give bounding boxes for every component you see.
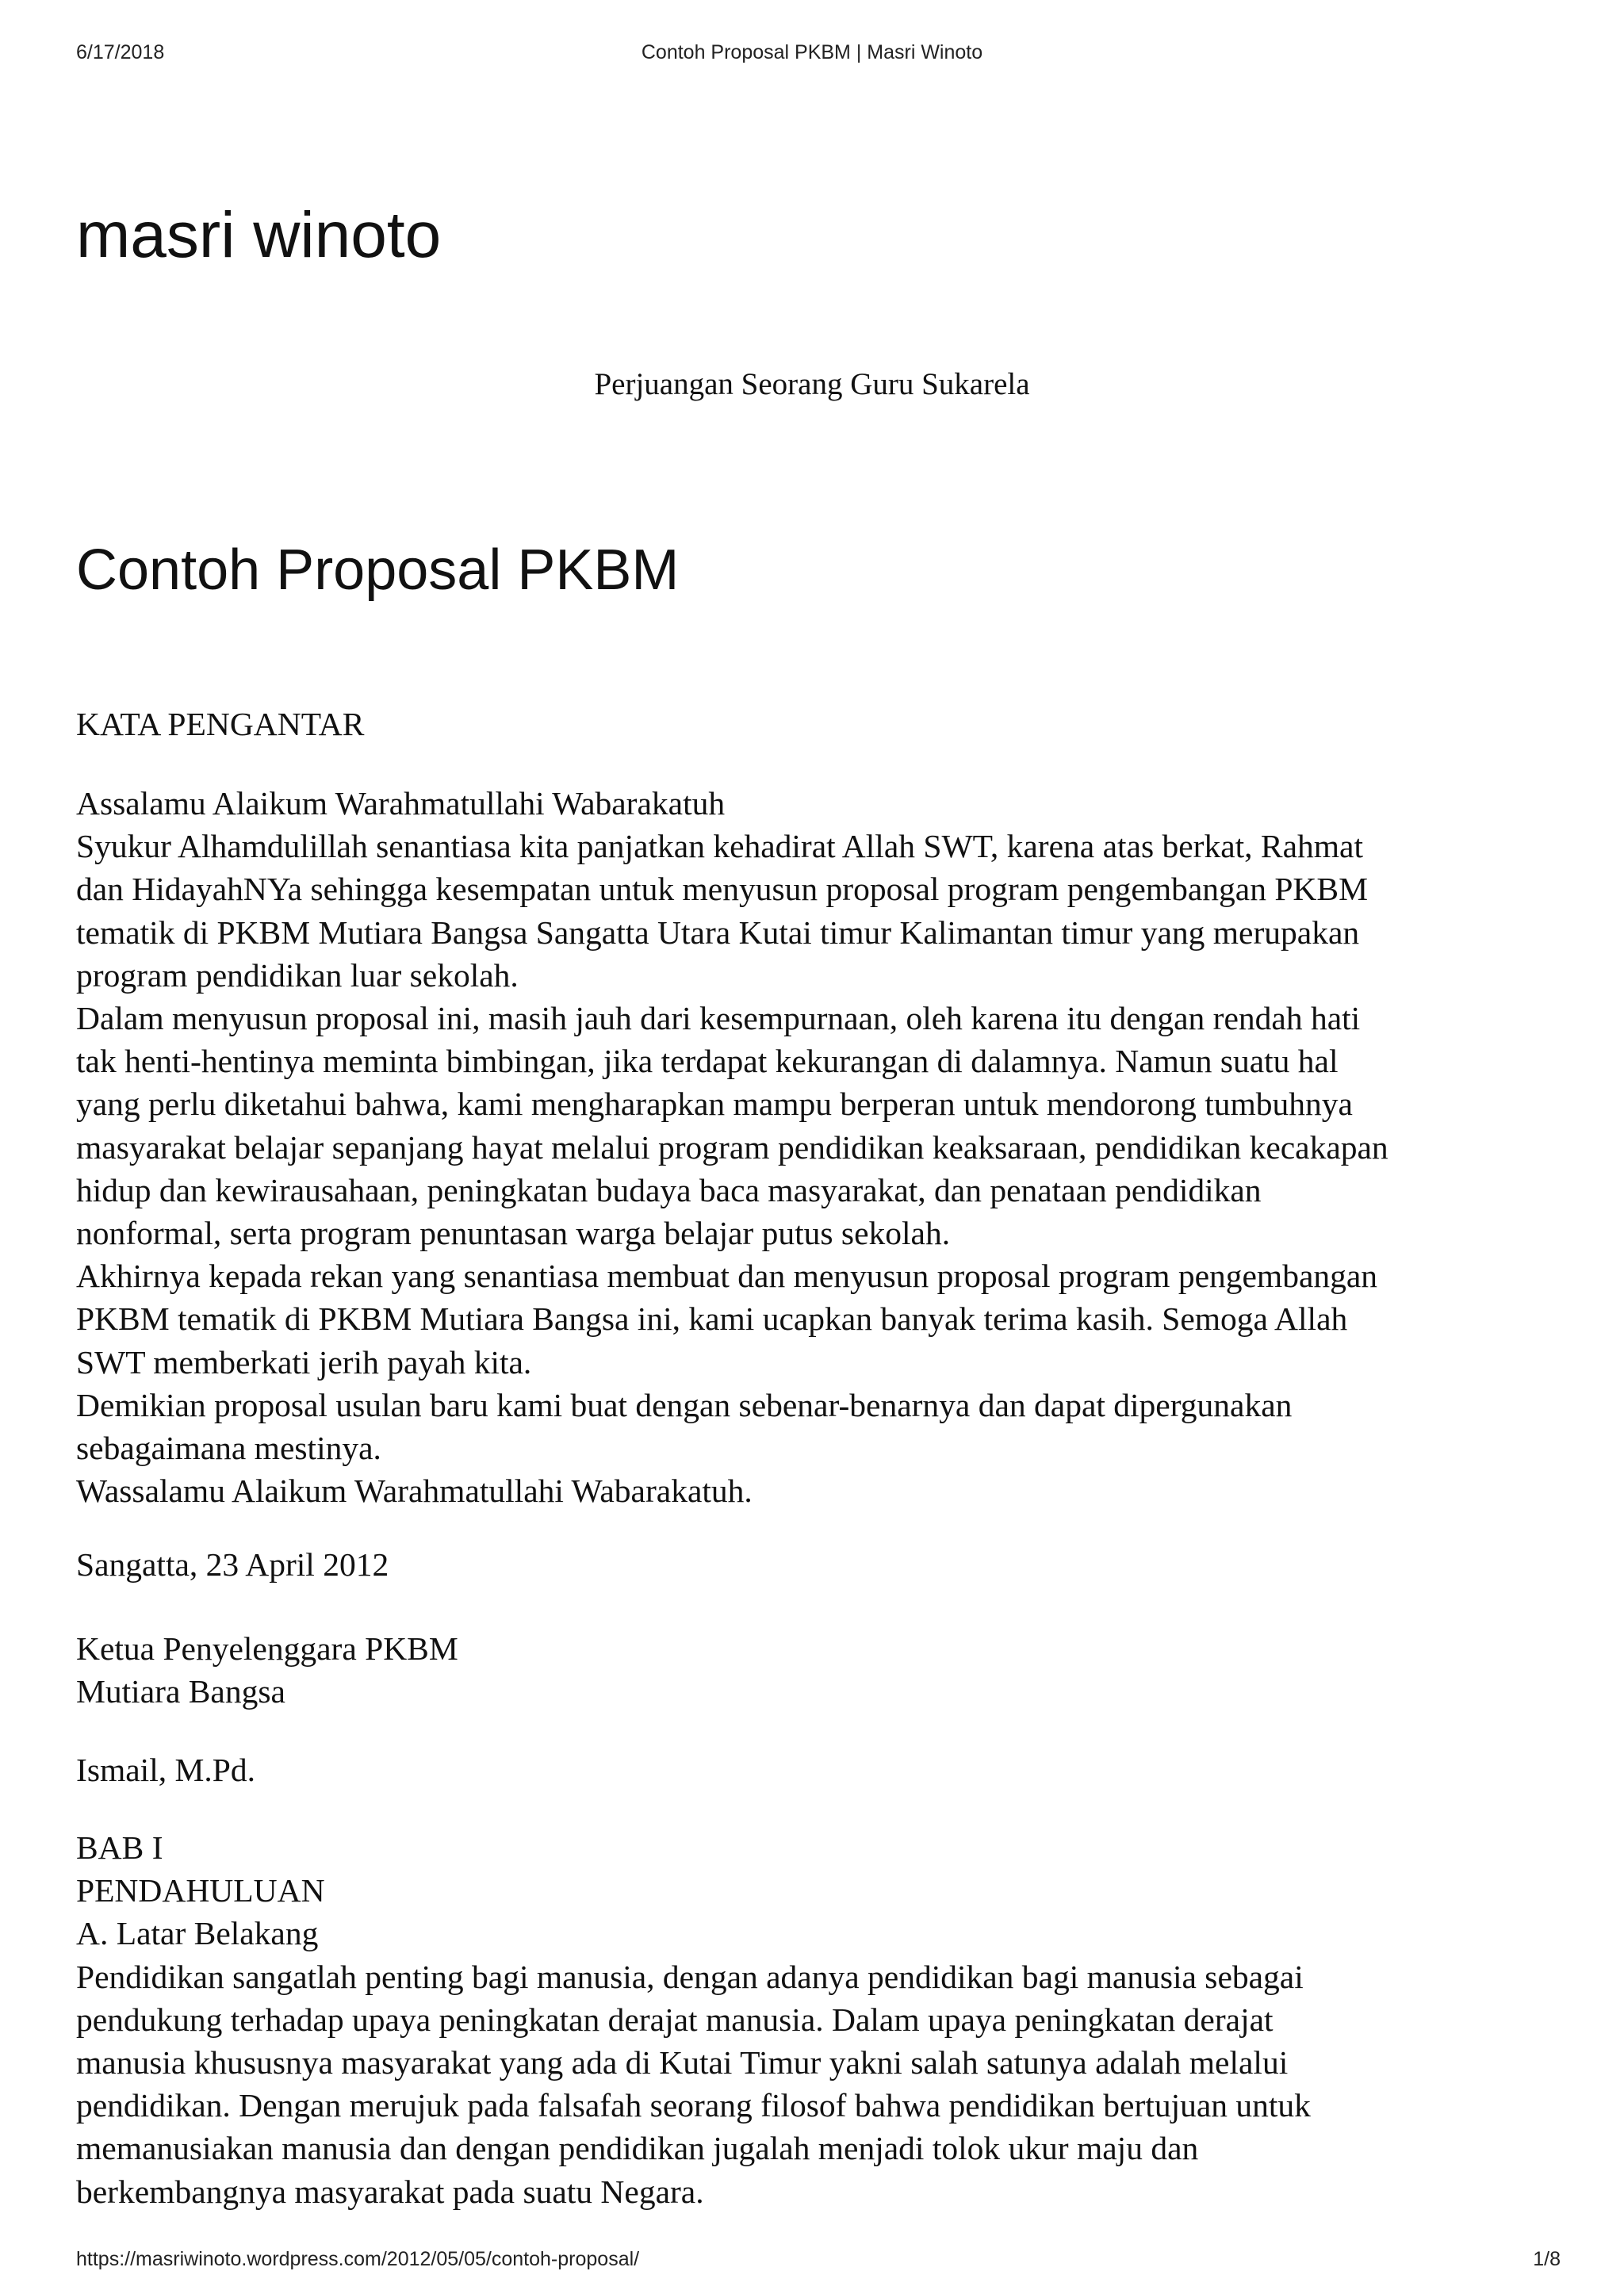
place-date	[76, 1543, 1567, 1586]
foreword-text	[76, 782, 1567, 1512]
text-line: program pendidikan luar sekolah.	[76, 956, 519, 994]
print-date: 6/17/2018	[76, 41, 165, 63]
text-line: memanusiakan manusia dan dengan pendidikan jugalah menjadi tolok ukur maju dan	[76, 2130, 1199, 2167]
site-title[interactable]: masri winoto	[76, 199, 442, 271]
text-line: Wassalamu Alaikum Warahmatullahi Wabarakatuh.	[76, 1473, 753, 1510]
text-line: pendukung terhadap upaya peningkatan derajat manusia. Dalam upaya peningkatan derajat	[76, 2001, 1274, 2038]
text-line: Pendidikan sangatlah penting bagi manusia, dengan adanya pendidikan bagi manusia sebagai	[76, 1958, 1304, 1995]
text-line: hidup dan kewirausahaan, peningkatan budaya baca masyarakat, dan penataan pendidikan	[76, 1171, 1262, 1208]
chapter-one	[76, 1826, 1567, 2213]
text-line: yang perlu diketahui bahwa, kami mengharapkan mampu berperan untuk mendorong tumbuhnya	[76, 1086, 1353, 1123]
subsection-title: A. Latar Belakang	[76, 1915, 319, 1952]
chapter-number: BAB I	[76, 1829, 163, 1866]
section-heading	[76, 703, 1567, 745]
text-line: Demikian proposal usulan baru kami buat dengan sebenar-benarnya dan dapat dipergunakan	[76, 1386, 1293, 1423]
print-header-title: Contoh Proposal PKBM | Masri Winoto	[641, 41, 983, 63]
place-date-line: Sangatta, 23 April 2012	[76, 1546, 389, 1583]
signature-name	[76, 1748, 1567, 1791]
page-number: 1/8	[1533, 2248, 1561, 2270]
signature-role-line: Ketua Penyelenggara PKBM	[76, 1630, 458, 1667]
signature-name-line: Ismail, M.Pd.	[76, 1752, 255, 1788]
text-line: masyarakat belajar sepanjang hayat melalui program pendidikan keaksaraan, pendidikan kecakapan	[76, 1128, 1388, 1166]
kata-pengantar-heading: KATA PENGANTAR	[76, 706, 365, 742]
text-line: dan HidayahNYa sehingga kesempatan untuk menyusun proposal program pengembangan PKBM	[76, 871, 1368, 908]
text-line: nonformal, serta program penuntasan warga belajar putus sekolah.	[76, 1215, 951, 1252]
text-line: manusia khususnya masyarakat yang ada di Kutai Timur yakni salah satunya adalah melalui	[76, 2044, 1289, 2081]
chapter-title: PENDAHULUAN	[76, 1872, 325, 1909]
text-line: Dalam menyusun proposal ini, masih jauh dari kesempurnaan, oleh karena itu dengan rendah hati	[76, 1000, 1361, 1037]
post-title[interactable]: Contoh Proposal PKBM	[76, 538, 680, 602]
text-line: PKBM tematik di PKBM Mutiara Bangsa ini, kami ucapkan banyak terima kasih. Semoga Allah	[76, 1300, 1348, 1338]
text-line: sebagaimana mestinya.	[76, 1430, 381, 1467]
text-line: Akhirnya kepada rekan yang senantiasa membuat dan menyusun proposal program pengembangan	[76, 1258, 1378, 1295]
signature-role	[76, 1627, 1567, 1713]
signature-role-line: Mutiara Bangsa	[76, 1673, 285, 1710]
text-line: tematik di PKBM Mutiara Bangsa Sangatta Utara Kutai timur Kalimantan timur yang merupakan	[76, 913, 1360, 951]
text-line: pendidikan. Dengan merujuk pada falsafah seorang filosof bahwa pendidikan bertujuan untuk	[76, 2087, 1311, 2124]
text-line: Assalamu Alaikum Warahmatullahi Wabarakatuh	[76, 785, 726, 821]
text-line: Syukur Alhamdulillah senantiasa kita panjatkan kehadirat Allah SWT, karena atas berkat, Rahmat	[76, 828, 1363, 865]
text-line: SWT memberkati jerih payah kita.	[76, 1343, 532, 1381]
text-line: berkembangnya masyarakat pada suatu Negara.	[76, 2173, 704, 2210]
site-tagline: Perjuangan Seorang Guru Sukarela	[594, 367, 1030, 401]
text-line: tak henti-hentinya meminta bimbingan, jika terdapat kekurangan di dalamnya. Namun suatu hal	[76, 1043, 1339, 1080]
print-footer-url: https://masriwinoto.wordpress.com/2012/05/05/contoh-proposal/	[76, 2248, 640, 2270]
